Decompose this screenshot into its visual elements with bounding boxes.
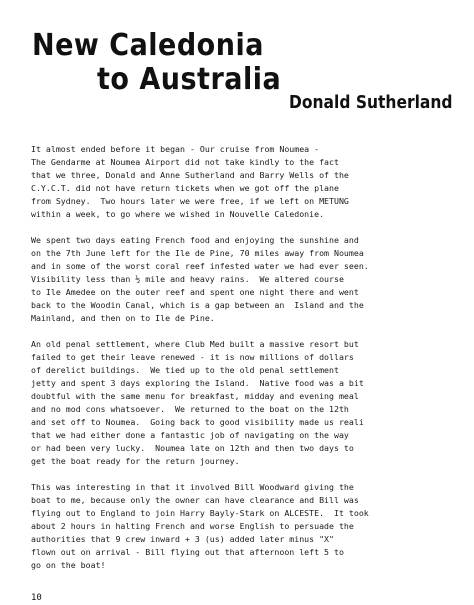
- text-line: and in some of the worst coral reef infested water we had ever seen.: [31, 261, 369, 271]
- text-line: that we had either done a fantastic job of navigating on the way: [31, 430, 349, 440]
- article-title-line-1: New Caledonia: [32, 28, 264, 63]
- text-line: Mainland, and then on to Ile de Pine.: [31, 313, 215, 323]
- text-line: boat to me, because only the owner can have clearance and Bill was: [31, 495, 359, 505]
- text-line: C.Y.C.T. did not have return tickets when we got off the plane: [31, 183, 339, 193]
- text-line: jetty and spent 3 days exploring the Island. Native food was a bit: [31, 378, 364, 388]
- text-line: or had been very lucky. Noumea late on 12th and then two days to: [31, 443, 354, 453]
- text-line: It almost ended before it began - Our cruise from Noumea -: [31, 144, 320, 154]
- text-line: We spent two days eating French food and enjoying the sunshine and: [31, 235, 359, 245]
- page-number: 10: [31, 593, 42, 603]
- text-line: about 2 hours in halting French and worse English to persuade the: [31, 521, 354, 531]
- text-line: get the boat ready for the return journey.: [31, 456, 240, 466]
- text-line: of derelict buildings. We tied up to the old penal settlement: [31, 365, 339, 375]
- text-line: Visibility less than ½ mile and heavy rains. We altered course: [31, 274, 344, 284]
- text-line: and set off to Noumea. Going back to good visibility made us reali: [31, 417, 364, 427]
- text-line: An old penal settlement, where Club Med built a massive resort but: [31, 339, 359, 349]
- text-line: The Gendarme at Noumea Airport did not take kindly to the fact: [31, 157, 339, 167]
- text-line: from Sydney. Two hours later we were free, if we left on METUNG: [31, 196, 349, 206]
- text-line: flying out to England to join Harry Bayly-Stark on ALCESTE. It took: [31, 508, 369, 518]
- text-line: and no mod cons whatsoever. We returned to the boat on the 12th: [31, 404, 349, 414]
- text-line: on the 7th June left for the Ile de Pine, 70 miles away from Noumea: [31, 248, 364, 258]
- paragraph: [31, 338, 461, 468]
- article-body: [31, 143, 461, 585]
- text-line: authorities that 9 crew inward + 3 (us) added later minus "X": [31, 534, 334, 544]
- paragraph: [31, 143, 461, 221]
- text-line: back to the Woodin Canal, which is a gap between an Island and the: [31, 300, 364, 310]
- text-line: This was interesting in that it involved Bill Woodward giving the: [31, 482, 354, 492]
- text-line: go on the boat!: [31, 560, 106, 570]
- paragraph: [31, 234, 461, 325]
- author-byline: Donald Sutherland: [289, 92, 453, 113]
- text-line: failed to get their leave renewed - it is now millions of dollars: [31, 352, 354, 362]
- text-line: doubtful with the same menu for breakfast, midday and evening meal: [31, 391, 359, 401]
- text-line: that we three, Donald and Anne Sutherland and Barry Wells of the: [31, 170, 349, 180]
- text-line: within a week, to go where we wished in Nouvelle Caledonie.: [31, 209, 325, 219]
- text-line: flown out on arrival - Bill flying out that afternoon left 5 to: [31, 547, 344, 557]
- article-title-line-2: to Australia: [97, 62, 282, 97]
- paragraph: [31, 481, 461, 572]
- text-line: to Ile Amedee on the outer reef and spent one night there and went: [31, 287, 359, 297]
